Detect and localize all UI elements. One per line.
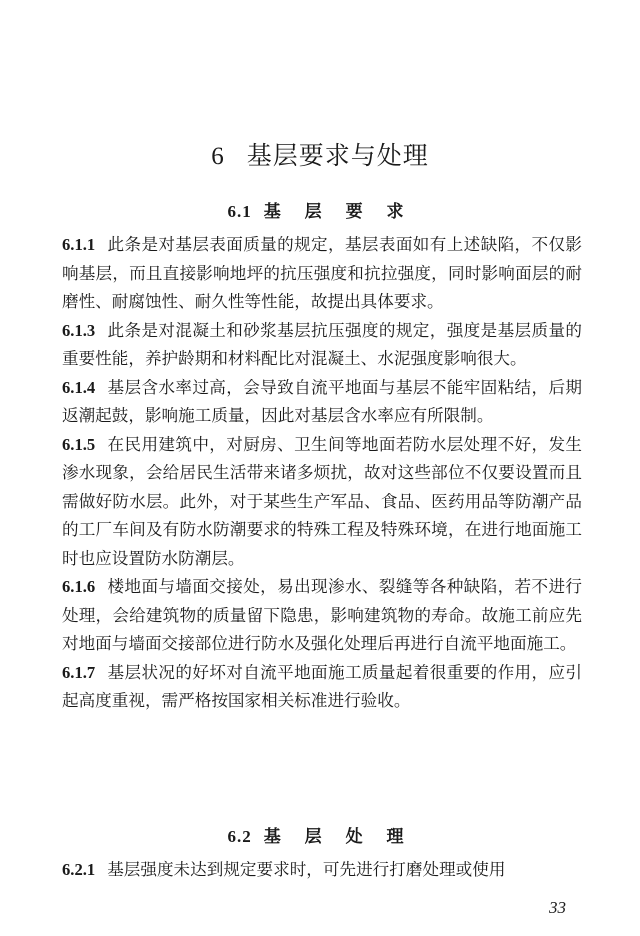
clause-6-1-6 bbox=[62, 573, 582, 659]
clause-number: 6.1.1 bbox=[62, 235, 96, 254]
clause-text: 基层状况的好坏对自流平地面施工质量起着很重要的作用，应引起高度重视，需严格按国家相关标准进行验收。 bbox=[62, 662, 582, 710]
clause-6-1-4 bbox=[62, 374, 582, 431]
clause-text: 基层含水率过高，会导致自流平地面与基层不能牢固粘结，后期返潮起鼓，影响施工质量，因此对基层含水率应有所限制。 bbox=[62, 377, 582, 425]
section-title-6-2 bbox=[0, 822, 640, 847]
clause-6-1-5 bbox=[62, 431, 582, 574]
clause-text: 在民用建筑中，对厨房、卫生间等地面若防水层处理不好，发生渗水现象，会给居民生活带来诸多烦扰，故对这些部位不仅要设置而且需做好防水层。此外，对于某些生产军品、食品、医药用品等防潮产品的工厂车间及有防水防潮要求的特殊工程及特殊环境，在进行地面施工时也应设置防水防潮层。 bbox=[62, 434, 582, 568]
clause-text: 楼地面与墙面交接处，易出现渗水、裂缝等各种缺陷，若不进行处理，会给建筑物的质量留下隐患，影响建筑物的寿命。故施工前应先对地面与墙面交接部位进行防水及强化处理后再进行自流平地面施工。 bbox=[62, 577, 582, 653]
clause-number: 6.1.6 bbox=[62, 577, 96, 596]
section-number: 6.2 bbox=[227, 827, 252, 846]
chapter-title bbox=[0, 136, 640, 172]
clause-number: 6.2.1 bbox=[62, 860, 96, 879]
clause-number: 6.1.5 bbox=[62, 434, 96, 454]
clause-6-2-1 bbox=[62, 856, 582, 885]
page-number: 33 bbox=[549, 898, 566, 917]
section-title-text: 基 层 处 理 bbox=[263, 827, 413, 847]
clause-text: 此条是对混凝土和砂浆基层抗压强度的规定，强度是基层质量的重要性能，养护龄期和材料配比对混凝土、水泥强度影响很大。 bbox=[62, 320, 582, 368]
clause-number: 6.1.7 bbox=[62, 662, 96, 682]
clause-number: 6.1.3 bbox=[62, 320, 96, 340]
clause-6-1-1 bbox=[62, 231, 582, 317]
chapter-title-text: 基层要求与处理 bbox=[246, 141, 429, 170]
clause-number: 6.1.4 bbox=[62, 377, 96, 397]
section-6-2-body bbox=[62, 856, 582, 885]
clause-text: 基层强度未达到规定要求时，可先进行打磨处理或使用 bbox=[107, 860, 506, 879]
section-number: 6.1 bbox=[227, 202, 252, 221]
clause-6-1-7 bbox=[62, 659, 582, 716]
section-title-text: 基 层 要 求 bbox=[263, 202, 413, 222]
section-title-6-1 bbox=[0, 197, 640, 222]
clause-text: 此条是对基层表面质量的规定，基层表面如有上述缺陷，不仅影响基层，而且直接影响地坪的抗压强度和抗拉强度，同时影响面层的耐磨性、耐腐蚀性、耐久性等性能，故提出具体要求。 bbox=[62, 235, 582, 311]
section-6-1-body bbox=[62, 231, 582, 716]
clause-6-1-3 bbox=[62, 317, 582, 374]
chapter-number: 6 bbox=[211, 143, 225, 170]
